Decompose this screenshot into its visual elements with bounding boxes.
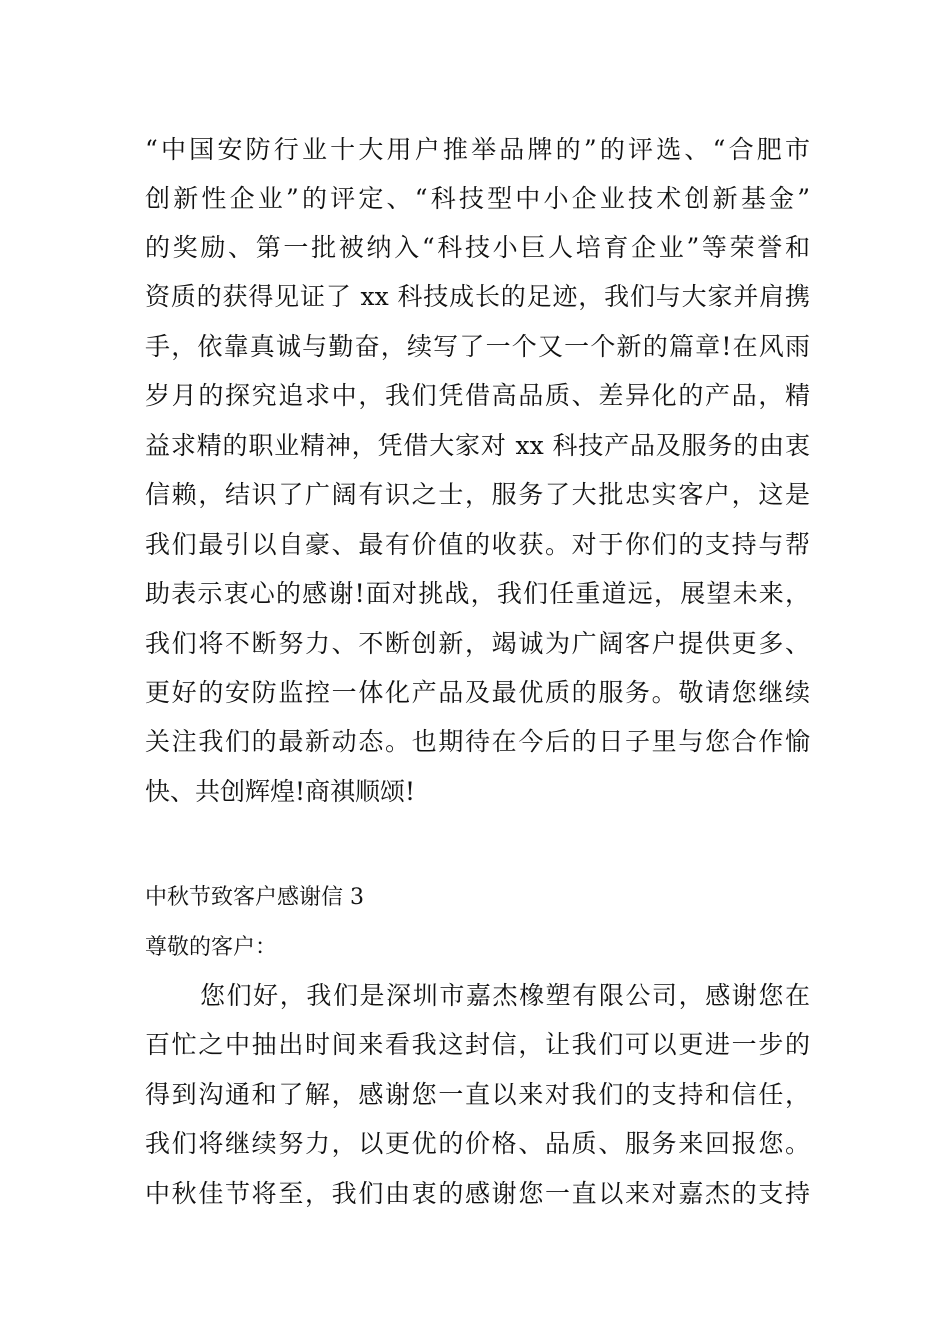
paragraph-line: 信赖，结识了广阔有识之士，服务了大批忠实客户，这是	[145, 480, 810, 509]
paragraph-line: 中秋佳节将至，我们由衷的感谢您一直以来对嘉杰的支持	[145, 1179, 810, 1208]
paragraph-line: 益求精的职业精神，凭借大家对 xx 科技产品及服务的由衷	[145, 431, 810, 460]
paragraph-line-last: 快、共创辉煌!商祺顺颂!	[145, 777, 416, 806]
paragraph-line: 资质的获得见证了 xx 科技成长的足迹，我们与大家并肩携	[145, 282, 810, 311]
paragraph-line: 助表示衷心的感谢!面对挑战，我们任重道远，展望未来，	[145, 579, 810, 608]
paragraph-line: 我们将不断努力、不断创新，竭诚为广阔客户提供更多、	[145, 629, 810, 658]
paragraph-line: 的奖励、第一批被纳入“科技小巨人培育企业”等荣誉和	[145, 233, 810, 262]
paragraph-line: 创新性企业”的评定、“科技型中小企业技术创新基金”	[145, 184, 810, 213]
paragraph-line: 我们将继续努力，以更优的价格、品质、服务来回报您。	[145, 1129, 810, 1158]
paragraph-line: 百忙之中抽出时间来看我这封信，让我们可以更进一步的	[145, 1030, 810, 1059]
paragraph-line: 岁月的探究追求中，我们凭借高品质、差异化的产品，精	[145, 381, 810, 410]
section-title: 中秋节致客户感谢信 3	[145, 885, 364, 910]
paragraph-line: 我们最引以自豪、最有价值的收获。对于你们的支持与帮	[145, 530, 810, 559]
paragraph-line: 更好的安防监控一体化产品及最优质的服务。敬请您继续	[145, 678, 810, 707]
paragraph-line: “中国安防行业十大用户推举品牌的”的评选、“合肥市	[145, 135, 810, 164]
paragraph-line: 手，依靠真诚与勤奋，续写了一个又一个新的篇章!在风雨	[145, 332, 810, 361]
paragraph-line: 关注我们的最新动态。也期待在今后的日子里与您合作愉	[145, 727, 810, 756]
salutation: 尊敬的客户：	[145, 935, 278, 960]
paragraph-line: 您们好，我们是深圳市嘉杰橡塑有限公司，感谢您在	[200, 981, 810, 1010]
paragraph-line: 得到沟通和了解，感谢您一直以来对我们的支持和信任，	[145, 1080, 810, 1109]
